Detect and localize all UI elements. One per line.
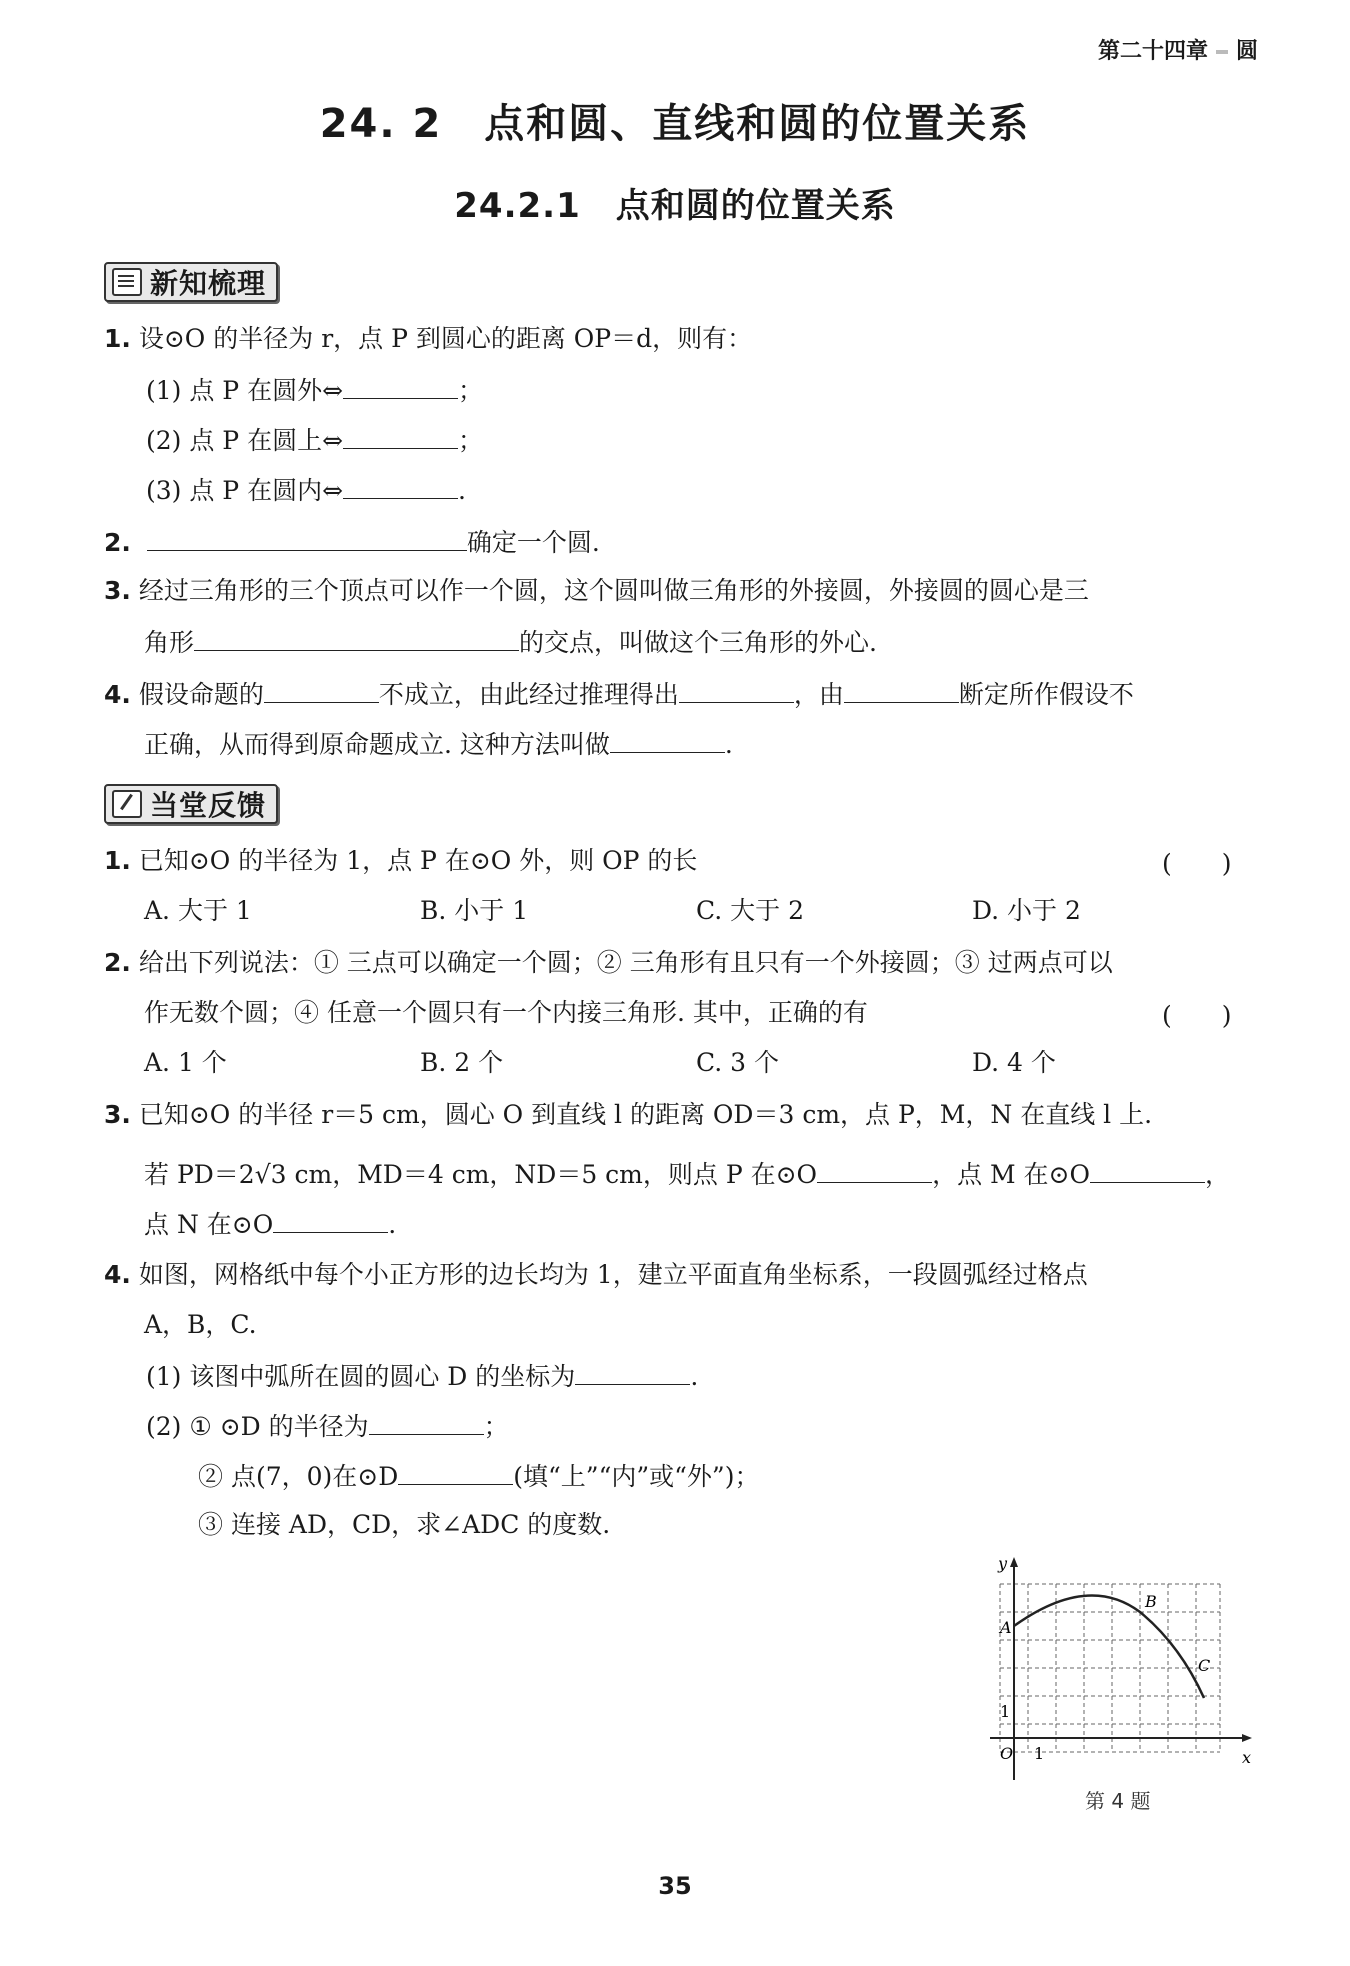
- question-3-line2: [144, 624, 877, 660]
- question-text: 如图，网格纸中每个小正方形的边长均为 1，建立平面直角坐标系，一段圆弧经过格点: [138, 1260, 1088, 1289]
- feedback-question-1: [104, 844, 697, 878]
- x-axis-arrow-icon: [1242, 1734, 1252, 1742]
- question-text: 经过三角形的三个顶点可以作一个圆，这个圆叫做三角形的外接圆，外接圆的圆心是三: [138, 576, 1089, 605]
- part-end: ；: [458, 426, 484, 455]
- feedback-question-4-line2: A，B，C.: [144, 1310, 257, 1339]
- chapter-topic: 圆: [1235, 39, 1258, 64]
- question-text: ，: [1205, 1160, 1231, 1189]
- question-text: 断定所作假设不: [958, 680, 1134, 709]
- label-one-x: 1: [1034, 1744, 1045, 1763]
- part-end: ；: [458, 376, 484, 405]
- question-number: 4.: [104, 680, 131, 709]
- section-title: 24. 2 点和圆、直线和圆的位置关系: [319, 101, 1031, 147]
- section-tag-new-knowledge: [104, 262, 278, 302]
- question-number: 2.: [104, 528, 131, 557]
- label-one-y: 1: [1000, 1702, 1011, 1721]
- question-number: 4.: [104, 1260, 131, 1289]
- answer-blank[interactable]: [398, 1458, 513, 1485]
- book-icon: [112, 268, 142, 296]
- option-a[interactable]: A. 大于 1: [144, 896, 252, 925]
- question-text: ，由: [793, 680, 844, 709]
- question-number: 3.: [104, 1100, 131, 1129]
- answer-paren[interactable]: ( ): [1162, 1001, 1232, 1030]
- option-d[interactable]: D. 4 个: [972, 1048, 1056, 1077]
- question-text: 给出下列说法：① 三点可以确定一个圆；② 三角形有且只有一个外接圆；③ 过两点可以: [138, 948, 1113, 977]
- option-d[interactable]: D. 小于 2: [972, 896, 1081, 925]
- question-2: [104, 524, 600, 560]
- feedback-question-3-line3: [144, 1206, 396, 1242]
- page-number: 35: [658, 1872, 692, 1900]
- question-text: 确定一个圆.: [466, 528, 600, 557]
- feedback-question-4-part2c: ③ 连接 AD，CD，求∠ADC 的度数.: [198, 1510, 611, 1539]
- feedback-question-4-part2a: [146, 1408, 509, 1444]
- question-text: 不成立，由此经过推理得出: [378, 680, 679, 709]
- feedback-question-2-line2: 作无数个圆；④ 任意一个圆只有一个内接三角形. 其中，正确的有: [144, 998, 868, 1027]
- question-text: 点 N 在⊙O: [144, 1210, 274, 1239]
- label-origin: O: [1000, 1744, 1014, 1763]
- answer-blank[interactable]: [194, 624, 519, 651]
- question-number: 2.: [104, 948, 131, 977]
- section-tag-label: 新知梳理: [150, 267, 267, 300]
- label-b: B: [1145, 1592, 1157, 1611]
- y-axis-arrow-icon: [1010, 1557, 1018, 1567]
- feedback-question-4-part2b: [198, 1458, 759, 1494]
- question-4-line2: [144, 726, 733, 762]
- question-text: ，点 M 在⊙O: [932, 1160, 1090, 1189]
- part-text: (1) 点 P 在圆外⇔: [146, 376, 344, 405]
- header-separator: [1216, 50, 1228, 54]
- feedback-question-4-line1: [104, 1258, 1088, 1292]
- question-text: 若 PD＝2√3 cm，MD＝4 cm，ND＝5 cm，则点 P 在⊙O: [144, 1160, 818, 1189]
- feedback-question-3-line1: [104, 1098, 1152, 1132]
- option-c[interactable]: C. 3 个: [696, 1048, 779, 1077]
- chapter-label: 第二十四章: [1097, 39, 1208, 64]
- answer-blank[interactable]: [264, 676, 379, 703]
- option-a[interactable]: A. 1 个: [144, 1048, 227, 1077]
- question-number: 3.: [104, 576, 131, 605]
- question-1-stem: [104, 322, 752, 356]
- question-text: 已知⊙O 的半径 r＝5 cm，圆心 O 到直线 l 的距离 OD＝3 cm，点 P，M，N 在直线 l 上.: [138, 1100, 1153, 1129]
- question-number: 1.: [104, 846, 131, 875]
- circle-arc: [1014, 1595, 1204, 1698]
- grid-arc-figure: [970, 1555, 1260, 1795]
- option-c[interactable]: C. 大于 2: [696, 896, 804, 925]
- option-b[interactable]: B. 2 个: [420, 1048, 504, 1077]
- part-text: (2) 点 P 在圆上⇔: [146, 426, 344, 455]
- question-3-line1: [104, 574, 1089, 608]
- question-4-line1: [104, 676, 1134, 712]
- question-text: .: [724, 730, 733, 759]
- answer-blank[interactable]: [1090, 1156, 1205, 1183]
- question-text: .: [388, 1210, 397, 1239]
- label-a: A: [1000, 1618, 1012, 1637]
- feedback-question-3-line2: [144, 1156, 1230, 1192]
- answer-blank[interactable]: [343, 472, 458, 499]
- answer-blank[interactable]: [610, 726, 725, 753]
- running-header: [1098, 34, 1258, 65]
- question-text: 的交点，叫做这个三角形的外心.: [519, 628, 877, 657]
- question-1-part-a: [146, 372, 483, 408]
- answer-blank[interactable]: [369, 1408, 484, 1435]
- answer-blank[interactable]: [343, 422, 458, 449]
- feedback-question-4-part1: [146, 1358, 698, 1394]
- question-text: 假设命题的: [138, 680, 264, 709]
- figure-caption: 第 4 题: [1085, 1789, 1151, 1813]
- question-text: 角形: [144, 628, 195, 657]
- answer-blank[interactable]: [147, 524, 467, 551]
- question-text: (填“上”“内”或“外”)；: [513, 1462, 760, 1491]
- question-text: ② 点(7，0)在⊙D: [198, 1462, 399, 1491]
- question-text: 已知⊙O 的半径为 1，点 P 在⊙O 外，则 OP 的长: [138, 846, 698, 875]
- label-x: x: [1242, 1748, 1252, 1767]
- answer-paren[interactable]: ( ): [1162, 849, 1232, 878]
- section-tag-label: 当堂反馈: [150, 789, 267, 822]
- question-text: 设⊙O 的半径为 r，点 P 到圆心的距离 OP＝d，则有：: [138, 324, 753, 353]
- subsection-title: 24.2.1 点和圆的位置关系: [454, 186, 896, 226]
- answer-blank[interactable]: [844, 676, 959, 703]
- answer-blank[interactable]: [679, 676, 794, 703]
- question-text: 正确，从而得到原命题成立. 这种方法叫做: [144, 730, 610, 759]
- section-tag-feedback: [104, 784, 278, 824]
- part-text: (3) 点 P 在圆内⇔: [146, 476, 344, 505]
- question-1-part-c: [146, 472, 466, 508]
- question-1-part-b: [146, 422, 483, 458]
- answer-blank[interactable]: [343, 372, 458, 399]
- label-c: C: [1198, 1656, 1211, 1675]
- question-text: ；: [483, 1412, 509, 1441]
- feedback-question-2-line1: [104, 946, 1113, 980]
- question-text: (1) 该图中弧所在圆的圆心 D 的坐标为: [146, 1362, 576, 1391]
- question-number: 1.: [104, 324, 131, 353]
- question-text: (2) ① ⊙D 的半径为: [146, 1412, 369, 1441]
- answer-blank[interactable]: [817, 1156, 932, 1183]
- option-b[interactable]: B. 小于 1: [420, 896, 529, 925]
- pencil-icon: [112, 790, 142, 818]
- answer-blank[interactable]: [273, 1206, 388, 1233]
- answer-blank[interactable]: [575, 1358, 690, 1385]
- label-y: y: [998, 1555, 1008, 1573]
- question-text: .: [690, 1362, 699, 1391]
- part-end: .: [458, 476, 466, 505]
